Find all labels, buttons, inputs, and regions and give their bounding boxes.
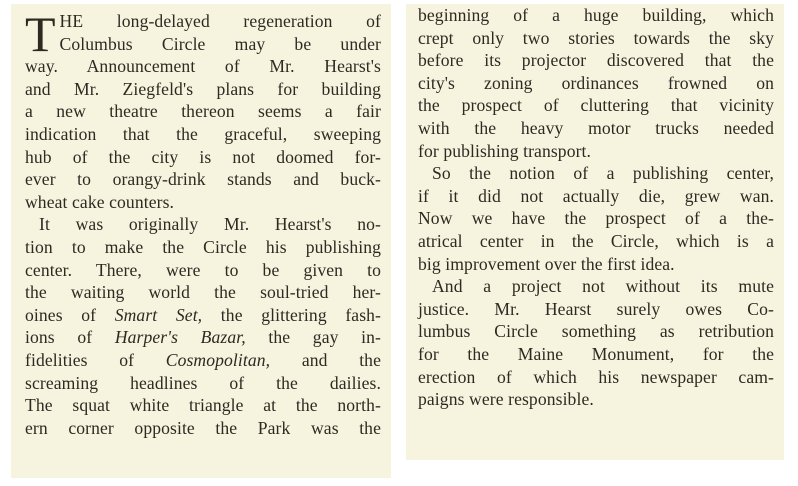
text-line: city's zoning ordinances frowned on — [418, 72, 774, 93]
text-line: ern corner opposite the Park was the — [25, 417, 381, 438]
text-line: HE long-delayed regeneration of — [59, 11, 381, 31]
text-line: And a project not without its mute — [432, 276, 774, 297]
text-line: wheat cake counters. — [25, 191, 175, 212]
left-text-column — [11, 4, 391, 478]
text-line: for publishing transport. — [418, 140, 592, 161]
text-line: atrical center in the Circle, which is a — [418, 230, 774, 251]
text-line: screaming headlines of the dailies. — [25, 372, 381, 393]
text-line: Now we have the prospect of a the- — [418, 208, 774, 229]
text-line: beginning of a huge building, which — [418, 5, 774, 25]
text-line: center. There, were to be given to — [25, 259, 381, 280]
text-line: for the Maine Monument, for the — [418, 343, 774, 364]
text-line: crept only two stories towards the sky — [418, 27, 774, 48]
text-line: ions of Harper's Bazar, the gay in- — [25, 327, 381, 348]
magazine-title: Smart Set, — [114, 304, 203, 325]
text-line: indication that the graceful, sweeping — [25, 123, 381, 144]
text-line: tion to make the Circle his publishing — [25, 236, 381, 257]
text-line: erection of which his newspaper cam- — [418, 366, 774, 387]
text-line: oines of Smart Set, the glittering fash- — [25, 304, 381, 325]
text-line: ever to orangy-drink stands and buck- — [25, 169, 381, 190]
text-line: the prospect of cluttering that vicinity — [418, 95, 774, 116]
text-line: justice. Mr. Hearst surely owes Co- — [418, 298, 774, 319]
text-line: if it did not actually die, grew wan. — [418, 185, 774, 206]
text-line: with the heavy motor trucks needed — [418, 117, 774, 138]
text-line: Columbus Circle may be under — [59, 33, 381, 54]
text-line: fidelities of Cosmopolitan, and the — [25, 349, 381, 370]
text-line: big improvement over the first idea. — [418, 253, 675, 274]
text-line: and Mr. Ziegfeld's plans for building — [25, 78, 381, 99]
text-line: a new theatre thereon seems a fair — [25, 101, 381, 122]
right-text-column — [406, 4, 784, 460]
text-line: the waiting world the soul-tried her- — [25, 282, 381, 303]
text-line: The squat white triangle at the north- — [25, 395, 381, 416]
text-line: lumbus Circle something as retribution — [418, 321, 774, 342]
magazine-title: Cosmopolitan, — [165, 349, 271, 370]
drop-cap: T — [25, 6, 56, 62]
text-line: So the notion of a publishing center, — [432, 163, 774, 184]
magazine-title: Harper's Bazar, — [114, 327, 246, 348]
text-line: way. Announcement of Mr. Hearst's — [25, 56, 381, 77]
text-line: paigns were responsible. — [418, 389, 594, 410]
text-line: It was originally Mr. Hearst's no- — [39, 214, 381, 235]
text-line: hub of the city is not doomed for- — [25, 146, 381, 167]
text-line: before its projector discovered that the — [418, 50, 774, 71]
